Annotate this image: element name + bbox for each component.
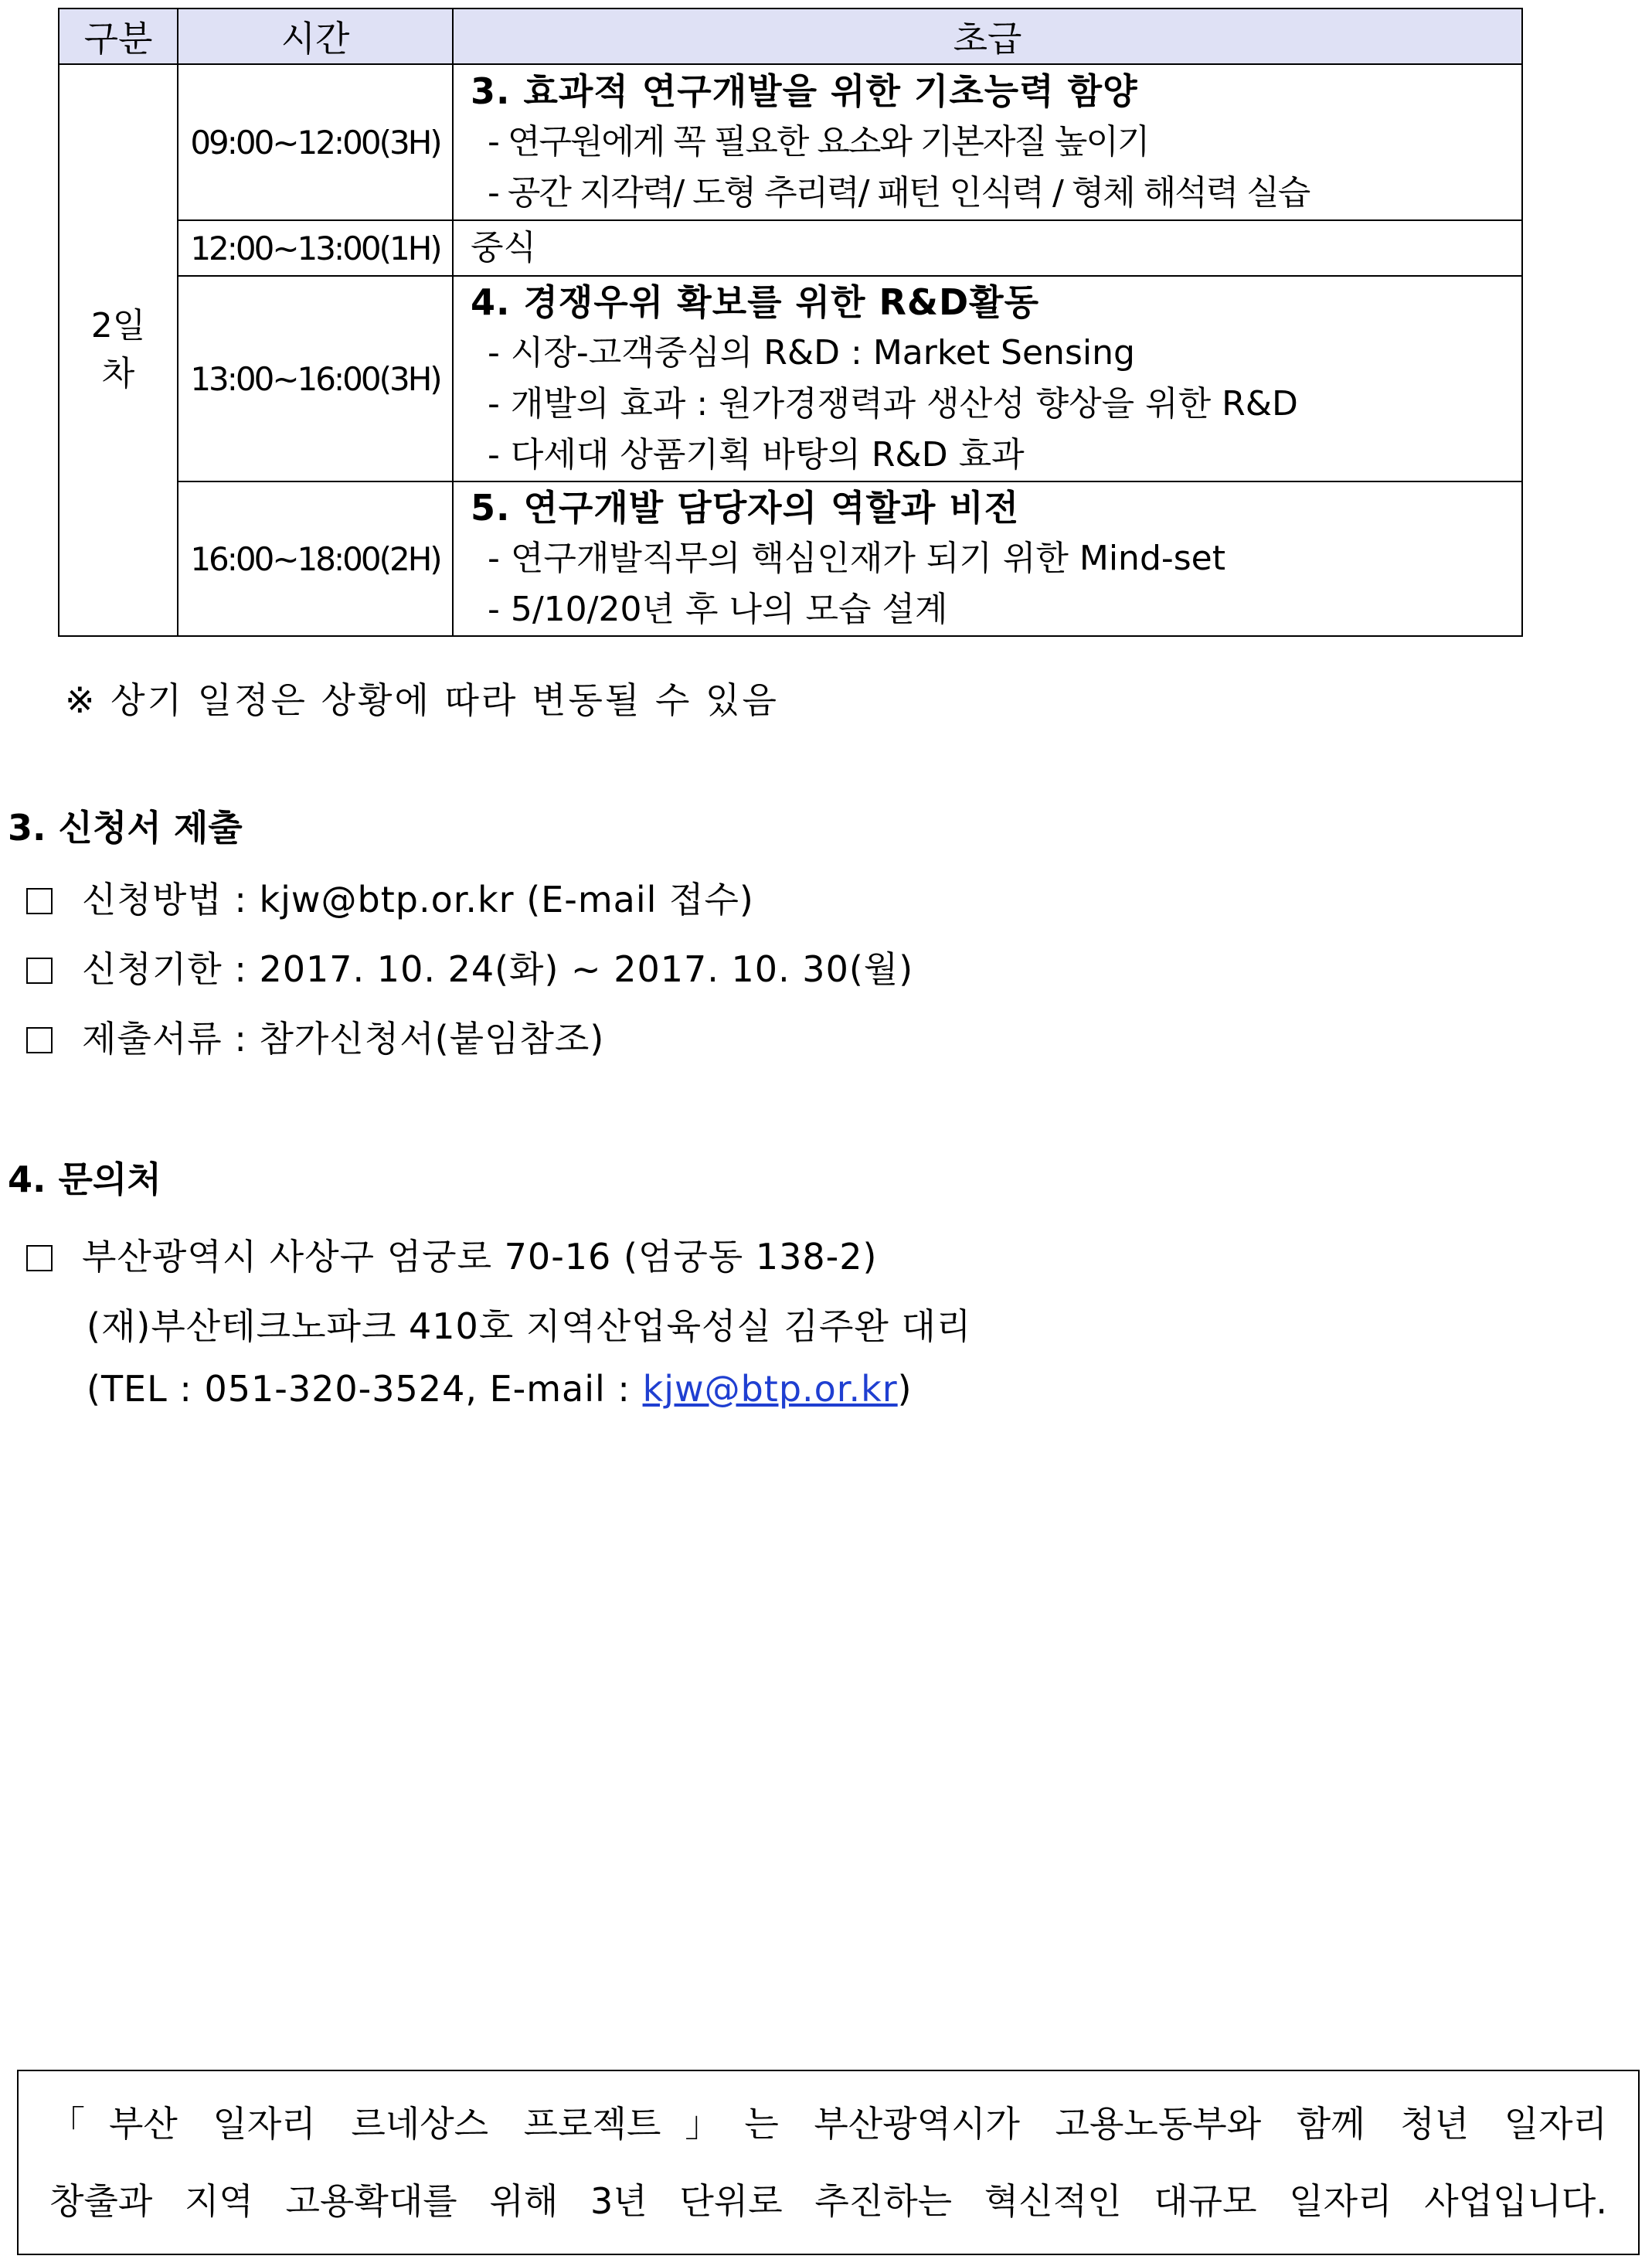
schedule-note: ※ 상기 일정은 상황에 따라 변동될 수 있음 <box>65 679 779 721</box>
time-cell: 12:00~13:00(1H) <box>178 220 453 276</box>
session-title: 4. 경쟁우위 확보를 위한 R&D활동 <box>471 281 1040 323</box>
contact-address-text: 부산광역시 사상구 엄궁로 70-16 (엄궁동 138-2) <box>82 1236 878 1278</box>
contact-email-link[interactable]: kjw@btp.or.kr <box>642 1368 898 1410</box>
project-info-line-2: 창출과 지역 고용확대를 위해 3년 단위로 추진하는 혁신적인 대규모 일자리 사업입니다. <box>49 2180 1607 2222</box>
session-item: - 공간 지각력/ 도형 추리력/ 패턴 인식력 / 형체 해석력 실습 <box>488 173 1310 213</box>
session-title: 5. 연구개발 담당자의 역할과 비전 <box>471 487 1020 529</box>
day-label: 2일 <box>90 306 146 345</box>
contact-info <box>87 1368 913 1410</box>
day-suffix: 차 <box>101 354 135 393</box>
header-gubun: 구분 <box>59 9 178 64</box>
content-cell <box>453 481 1522 636</box>
checkbox-icon <box>26 1245 53 1271</box>
header-time: 시간 <box>178 9 453 64</box>
application-method <box>26 872 754 923</box>
checkbox-icon <box>26 1027 53 1053</box>
application-deadline-text: 신청기한 : 2017. 10. 24(화) ~ 2017. 10. 30(월) <box>82 948 914 990</box>
table-row <box>59 64 1522 220</box>
time-cell: 09:00~12:00(3H) <box>178 64 453 220</box>
project-info-box <box>17 2070 1640 2255</box>
session-item: - 다세대 상품기획 바탕의 R&D 효과 <box>488 435 1025 475</box>
section4-title: 4. 문의처 <box>8 1159 161 1200</box>
contact-suffix: ) <box>897 1368 913 1410</box>
content-cell <box>453 276 1522 481</box>
time-cell: 13:00~16:00(3H) <box>178 276 453 481</box>
table-row <box>59 220 1522 276</box>
table-row <box>59 276 1522 481</box>
application-documents-text: 제출서류 : 참가신청서(붙임참조) <box>82 1018 605 1060</box>
project-info-line-1: 「부산 일자리 르네상스 프로젝트」는 부산광역시가 고용노동부와 함께 청년 일자리 <box>49 2103 1607 2145</box>
application-method-text: 신청방법 : kjw@btp.or.kr (E-mail 접수) <box>82 879 754 920</box>
checkbox-icon <box>26 958 53 984</box>
time-cell: 16:00~18:00(2H) <box>178 481 453 636</box>
checkbox-icon <box>26 888 53 914</box>
session-item: - 5/10/20년 후 나의 모습 설계 <box>488 590 948 629</box>
schedule-table <box>58 8 1523 637</box>
application-deadline <box>26 941 913 992</box>
application-documents <box>26 1011 604 1062</box>
session-item: - 시장-고객중심의 R&D : Market Sensing <box>488 333 1135 373</box>
header-level: 초급 <box>453 9 1522 64</box>
contact-prefix: (TEL : 051-320-3524, E-mail : <box>87 1368 643 1410</box>
day-cell <box>59 64 178 636</box>
session-title: 3. 효과적 연구개발을 위한 기초능력 함양 <box>471 70 1138 112</box>
contact-address <box>26 1229 877 1280</box>
section3-title: 3. 신청서 제출 <box>8 807 243 849</box>
session-item: - 연구원에게 꼭 필요한 요소와 기본자질 높이기 <box>488 122 1149 162</box>
session-title: 중식 <box>471 228 537 267</box>
contact-office: (재)부산테크노파크 410호 지역산업육성실 김주완 대리 <box>87 1305 972 1347</box>
table-header-row <box>59 9 1522 64</box>
content-cell <box>453 220 1522 276</box>
session-item: - 연구개발직무의 핵심인재가 되기 위한 Mind-set <box>488 539 1225 578</box>
session-item: - 개발의 효과 : 원가경쟁력과 생산성 향상을 위한 R&D <box>488 384 1298 424</box>
table-row <box>59 481 1522 636</box>
content-cell <box>453 64 1522 220</box>
